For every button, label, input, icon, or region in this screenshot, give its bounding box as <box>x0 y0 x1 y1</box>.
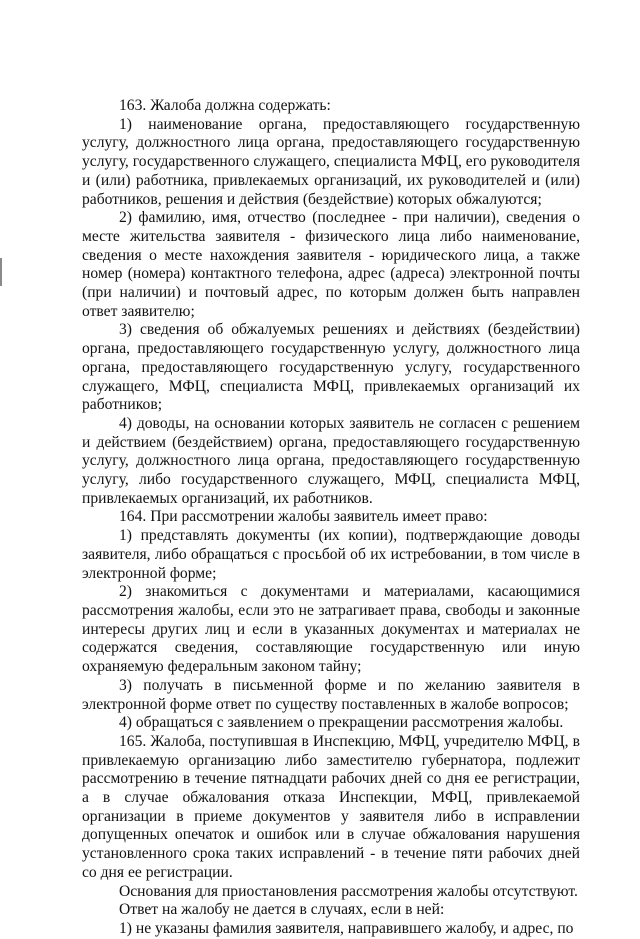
document-body <box>82 97 580 939</box>
clause-163-item-3: 3) сведения об обжалуемых решениях и действиях (бездействии) органа, предоставляющего государственную услугу, должностного лица органа, предоставляющего государственную услугу, государственного служащего, МФЦ, специалиста МФЦ, привлекаемых организаций их работников; <box>82 321 580 414</box>
clause-163-item-4: 4) доводы, на основании которых заявитель не согласен с решением и действием (бездействием) органа, предоставляющего государственную услугу, должностного лица органа, предоставляющего государственную услугу, либо государственного служащего, МФЦ, специалиста МФЦ, привлекаемых организаций, их работников. <box>82 414 580 507</box>
clause-163-item-1: 1) наименование органа, предоставляющего государственную услугу, должностного лица органа, предоставляющего государственную услугу, государственного служащего, специалиста МФЦ, его руководителя и (или) работника, привлекаемых организаций, их руководителей и (или) работников, решения и действия (бездействие) которых обжалуются; <box>82 115 580 208</box>
no-suspension-grounds: Основания для приостановления рассмотрения жалобы отсутствуют. <box>119 882 578 900</box>
clause-164-item-2: 2) знакомиться с документами и материалами, касающимися рассмотрения жалобы, если это не затрагивает права, свободы и законные интересы других лиц и если в указанных документах и материалах не содержатся сведения, составляющие государственную или иную охраняемую федеральным законом тайну; <box>82 583 580 676</box>
no-response-cases: Ответ на жалобу не дается в случаях, если в ней: <box>119 901 445 919</box>
clause-163-heading: 163. Жалоба должна содержать: <box>119 97 331 114</box>
clause-164-heading: 164. При рассмотрении жалобы заявитель имеет право: <box>119 508 488 526</box>
clause-164-item-4: 4) обращаться с заявлением о прекращении рассмотрения жалобы. <box>119 714 564 732</box>
clause-163-item-2: 2) фамилию, имя, отчество (последнее - при наличии), сведения о месте жительства заявителя - физического лица либо наименование, сведения о месте нахождения заявителя - юридического лица, а также номер (номера) контактного телефона, адрес (адреса) электронной почты (при наличии) и почтовый адрес, по которым должен быть направлен ответ заявителю; <box>82 209 580 320</box>
scan-margin-mark <box>0 258 2 286</box>
clause-164-item-1: 1) представлять документы (их копии), подтверждающие доводы заявителя, либо обращаться с просьбой об их истребовании, в том числе в электронной форме; <box>82 527 580 582</box>
no-response-item-1: 1) не указаны фамилия заявителя, направившего жалобу, и адрес, по <box>119 919 574 937</box>
clause-165-text: 165. Жалоба, поступившая в Инспекцию, МФЦ, учредителю МФЦ, в привлекаемую организацию либо заместителю губернатора, подлежит рассмотрению в течение пятнадцати рабочих дней со дня ее регистрации, а в случае обжалования отказа Инспекции, МФЦ, привлекаемой организации в приеме документов у заявителя либо в исправлении допущенных опечаток и ошибок или в случае обжалования нарушения установленного срока таких исправлений - в течение пяти рабочих дней со дня ее регистрации. <box>82 732 580 881</box>
clause-164-item-3: 3) получать в письменной форме и по желанию заявителя в электронной форме ответ по существу поставленных в жалобе вопросов; <box>82 676 580 713</box>
